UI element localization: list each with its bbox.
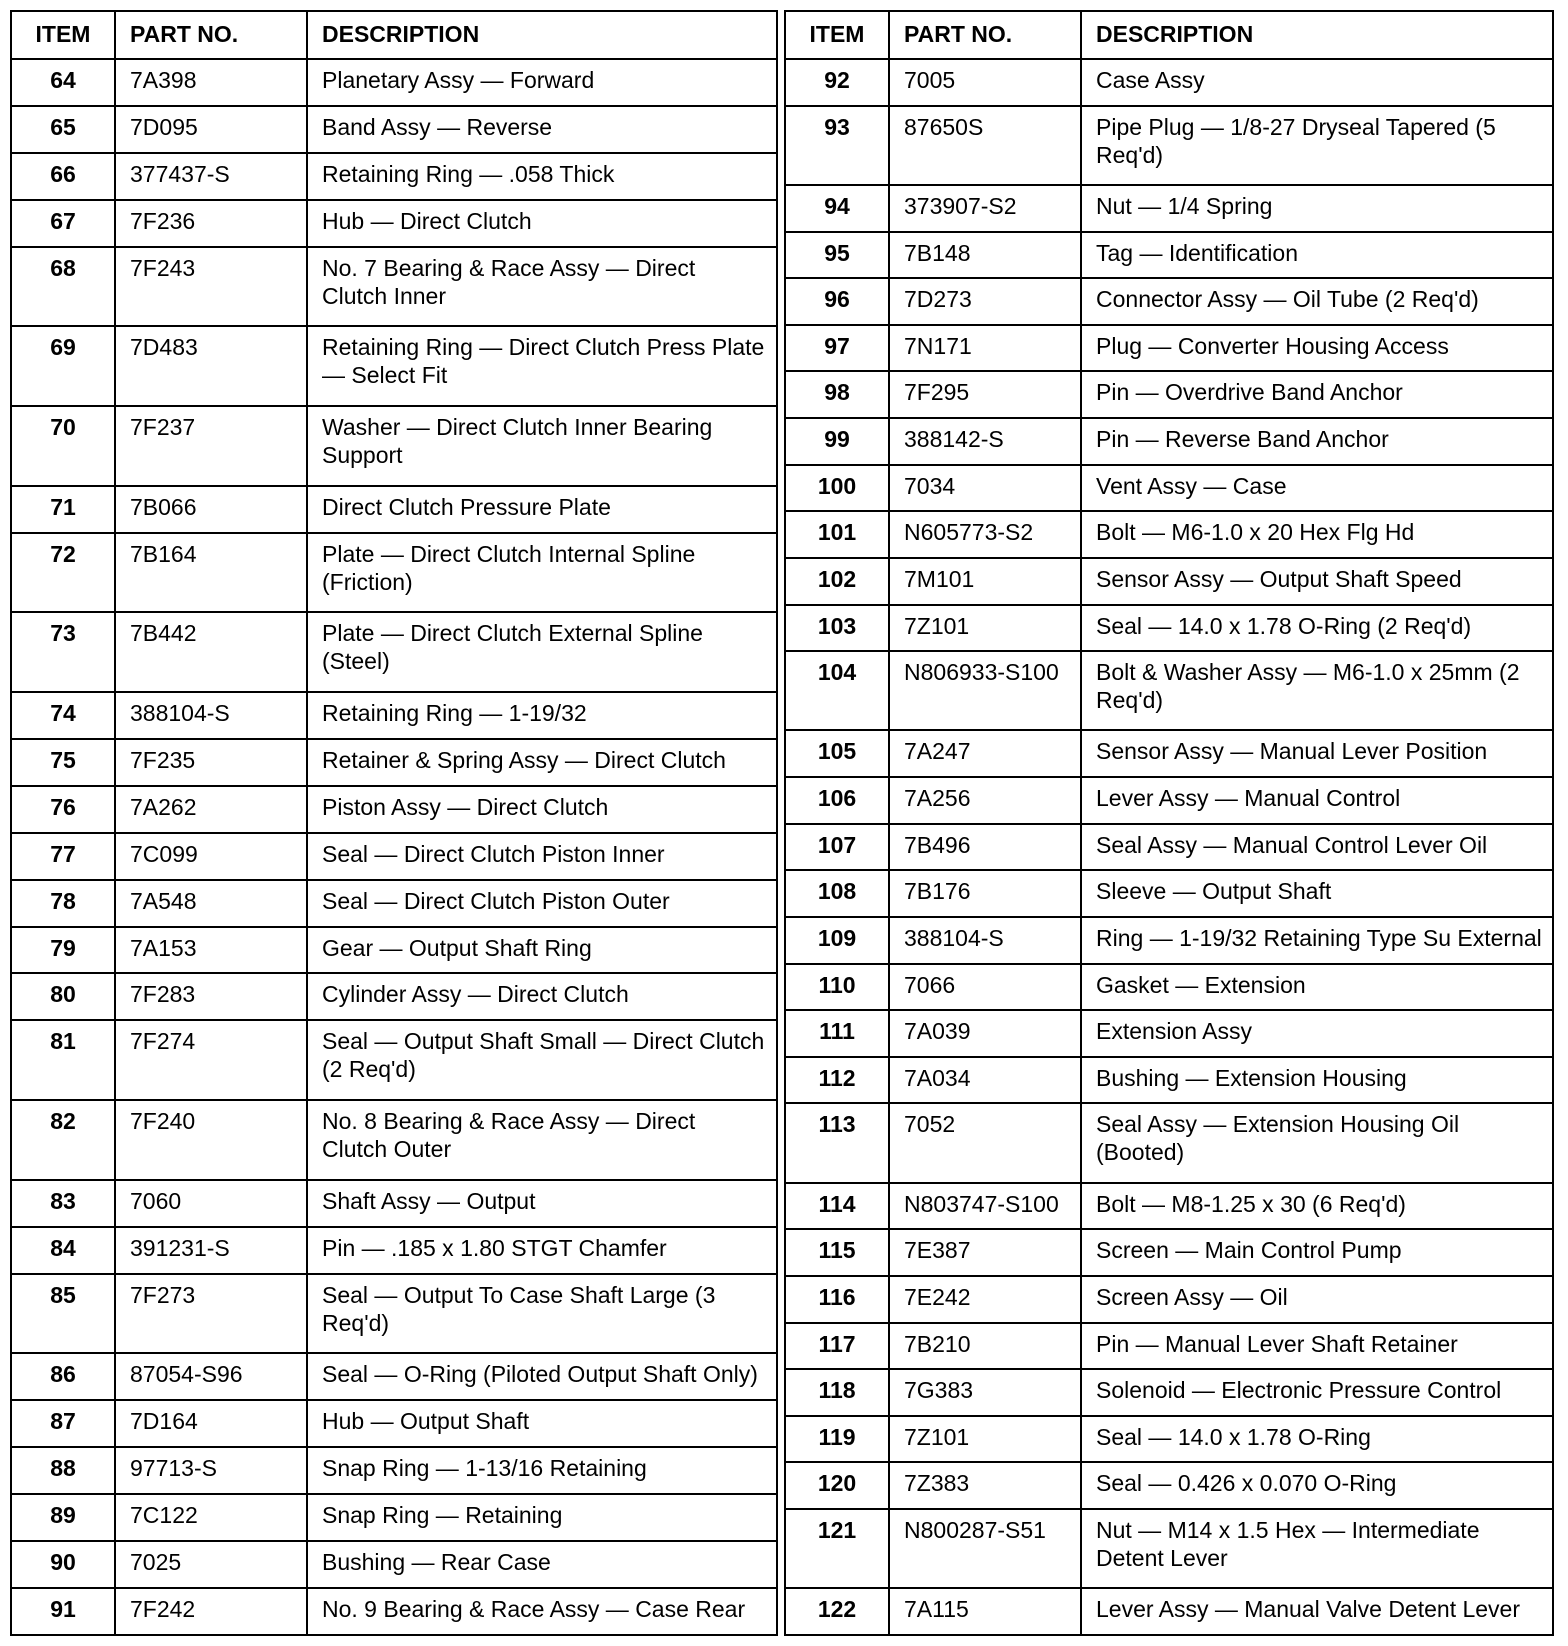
item-number: 100 (785, 465, 889, 512)
part-description: Hub — Direct Clutch (307, 200, 777, 247)
part-description: No. 9 Bearing & Race Assy — Case Rear (307, 1588, 777, 1635)
item-number: 112 (785, 1057, 889, 1104)
item-number: 116 (785, 1276, 889, 1323)
part-number: 7A039 (889, 1010, 1081, 1057)
part-description: Lever Assy — Manual Valve Detent Lever (1081, 1588, 1553, 1635)
part-number: 7005 (889, 59, 1081, 106)
table-row (785, 1276, 1553, 1323)
part-number: 7F273 (115, 1274, 307, 1354)
table-row (785, 605, 1553, 652)
part-description: Ring — 1-19/32 Retaining Type Su External (1081, 917, 1553, 964)
part-description: Solenoid — Electronic Pressure Control (1081, 1369, 1553, 1416)
table-row (785, 1369, 1553, 1416)
table-row (11, 1274, 777, 1354)
part-number: 7B442 (115, 612, 307, 692)
header-row (785, 11, 1553, 59)
part-description: Plug — Converter Housing Access (1081, 325, 1553, 372)
table-row (785, 278, 1553, 325)
part-number: N605773-S2 (889, 511, 1081, 558)
table-row (785, 325, 1553, 372)
table-row (785, 917, 1553, 964)
item-number: 91 (11, 1588, 115, 1635)
table-row (785, 465, 1553, 512)
part-number: 7A034 (889, 1057, 1081, 1104)
part-number: 7M101 (889, 558, 1081, 605)
item-number: 97 (785, 325, 889, 372)
item-number: 108 (785, 870, 889, 917)
table-row (785, 964, 1553, 1011)
table-row (11, 880, 777, 927)
part-number: 7B066 (115, 486, 307, 533)
part-number: 7F283 (115, 973, 307, 1020)
part-description: Extension Assy (1081, 1010, 1553, 1057)
part-description: Screen — Main Control Pump (1081, 1229, 1553, 1276)
description-header: DESCRIPTION (307, 11, 777, 59)
part-description: Lever Assy — Manual Control (1081, 777, 1553, 824)
item-number: 94 (785, 185, 889, 232)
table-row (11, 927, 777, 974)
part-description: Shaft Assy — Output (307, 1180, 777, 1227)
part-number: 7B210 (889, 1323, 1081, 1370)
part-description: Pin — Manual Lever Shaft Retainer (1081, 1323, 1553, 1370)
part-description: Seal — 14.0 x 1.78 O-Ring (1081, 1416, 1553, 1463)
table-row (785, 371, 1553, 418)
item-number: 80 (11, 973, 115, 1020)
item-number: 66 (11, 153, 115, 200)
part-number: 7F243 (115, 247, 307, 327)
item-number: 82 (11, 1100, 115, 1180)
part-number: 7A115 (889, 1588, 1081, 1635)
table-row (785, 1509, 1553, 1588)
part-description: Retainer & Spring Assy — Direct Clutch (307, 739, 777, 786)
table-row (11, 1494, 777, 1541)
table-row (785, 777, 1553, 824)
item-number: 77 (11, 833, 115, 880)
part-description: Band Assy — Reverse (307, 106, 777, 153)
table-row (785, 1416, 1553, 1463)
item-number: 68 (11, 247, 115, 327)
part-number: 87650S (889, 106, 1081, 185)
item-number: 117 (785, 1323, 889, 1370)
part-number: 7C099 (115, 833, 307, 880)
item-number: 95 (785, 232, 889, 279)
item-number: 101 (785, 511, 889, 558)
table-row (11, 1180, 777, 1227)
item-number: 115 (785, 1229, 889, 1276)
item-number: 92 (785, 59, 889, 106)
item-number: 64 (11, 59, 115, 106)
part-number: 7B164 (115, 533, 307, 613)
part-description: No. 7 Bearing & Race Assy — Direct Clutch Inner (307, 247, 777, 327)
part-number: N800287-S51 (889, 1509, 1081, 1588)
table-row (11, 1400, 777, 1447)
table-row (11, 247, 777, 327)
part-description: No. 8 Bearing & Race Assy — Direct Clutch Outer (307, 1100, 777, 1180)
part-description: Nut — M14 x 1.5 Hex — Intermediate Detent Lever (1081, 1509, 1553, 1588)
part-description: Seal — Output Shaft Small — Direct Clutch (2 Req'd) (307, 1020, 777, 1100)
part-description: Plate — Direct Clutch Internal Spline (Friction) (307, 533, 777, 613)
parts-tables (10, 10, 1558, 1636)
part-description: Bushing — Extension Housing (1081, 1057, 1553, 1104)
item-number: 71 (11, 486, 115, 533)
table-row (11, 1353, 777, 1400)
table-row (11, 786, 777, 833)
table-row (11, 533, 777, 613)
table-row (11, 106, 777, 153)
table-row (785, 106, 1553, 185)
item-number: 110 (785, 964, 889, 1011)
part-description: Seal — Direct Clutch Piston Inner (307, 833, 777, 880)
part-number: 7D483 (115, 326, 307, 406)
item-number: 107 (785, 824, 889, 871)
part-description: Washer — Direct Clutch Inner Bearing Support (307, 406, 777, 486)
table-row (785, 59, 1553, 106)
part-number: 388142-S (889, 418, 1081, 465)
item-number: 85 (11, 1274, 115, 1354)
item-number: 96 (785, 278, 889, 325)
part-number: 7C122 (115, 1494, 307, 1541)
parts-table-right (784, 10, 1554, 1636)
item-number: 104 (785, 651, 889, 730)
part-number: 7B176 (889, 870, 1081, 917)
table-row (11, 406, 777, 486)
item-number: 86 (11, 1353, 115, 1400)
table-row (11, 1588, 777, 1635)
part-number: 7B148 (889, 232, 1081, 279)
part-description: Pin — .185 x 1.80 STGT Chamfer (307, 1227, 777, 1274)
part-number: 7F274 (115, 1020, 307, 1100)
table-row (785, 418, 1553, 465)
part-number: 7E242 (889, 1276, 1081, 1323)
part-number: 7052 (889, 1103, 1081, 1182)
item-number: 78 (11, 880, 115, 927)
part-number: 7F237 (115, 406, 307, 486)
part-description: Planetary Assy — Forward (307, 59, 777, 106)
item-number: 79 (11, 927, 115, 974)
table-row (785, 1323, 1553, 1370)
part-number: 7D164 (115, 1400, 307, 1447)
table-row (785, 1183, 1553, 1230)
part-description: Tag — Identification (1081, 232, 1553, 279)
table-row (11, 739, 777, 786)
item-number: 83 (11, 1180, 115, 1227)
part-no-header: PART NO. (889, 11, 1081, 59)
part-description: Bolt — M6-1.0 x 20 Hex Flg Hd (1081, 511, 1553, 558)
part-description: Seal Assy — Manual Control Lever Oil (1081, 824, 1553, 871)
item-number: 67 (11, 200, 115, 247)
item-number: 114 (785, 1183, 889, 1230)
item-number: 109 (785, 917, 889, 964)
table-row (11, 692, 777, 739)
table-row (785, 730, 1553, 777)
table-row (11, 973, 777, 1020)
table-row (785, 185, 1553, 232)
table-row (785, 1057, 1553, 1104)
table-row (785, 1588, 1553, 1635)
table-row (785, 511, 1553, 558)
part-description: Seal — 14.0 x 1.78 O-Ring (2 Req'd) (1081, 605, 1553, 652)
part-number: 7F242 (115, 1588, 307, 1635)
table-row (785, 651, 1553, 730)
item-number: 122 (785, 1588, 889, 1635)
part-no-header: PART NO. (115, 11, 307, 59)
table-row (11, 153, 777, 200)
part-description: Bolt — M8-1.25 x 30 (6 Req'd) (1081, 1183, 1553, 1230)
part-description: Snap Ring — Retaining (307, 1494, 777, 1541)
part-number: 391231-S (115, 1227, 307, 1274)
part-description: Bushing — Rear Case (307, 1541, 777, 1588)
part-number: N806933-S100 (889, 651, 1081, 730)
item-number: 102 (785, 558, 889, 605)
table-row (785, 870, 1553, 917)
part-description: Seal — O-Ring (Piloted Output Shaft Only) (307, 1353, 777, 1400)
table-row (785, 558, 1553, 605)
part-number: 7A262 (115, 786, 307, 833)
table-row (11, 1541, 777, 1588)
table-row (11, 833, 777, 880)
part-number: N803747-S100 (889, 1183, 1081, 1230)
part-description: Snap Ring — 1-13/16 Retaining (307, 1447, 777, 1494)
item-number: 118 (785, 1369, 889, 1416)
part-number: 7F240 (115, 1100, 307, 1180)
part-number: 7N171 (889, 325, 1081, 372)
part-description: Pipe Plug — 1/8-27 Dryseal Tapered (5 Req'd) (1081, 106, 1553, 185)
part-number: 7Z101 (889, 605, 1081, 652)
part-number: 7F235 (115, 739, 307, 786)
part-number: 388104-S (115, 692, 307, 739)
part-number: 7F236 (115, 200, 307, 247)
part-description: Vent Assy — Case (1081, 465, 1553, 512)
item-number: 87 (11, 1400, 115, 1447)
part-number: 97713-S (115, 1447, 307, 1494)
table-row (11, 1100, 777, 1180)
part-number: 7Z101 (889, 1416, 1081, 1463)
item-number: 121 (785, 1509, 889, 1588)
item-number: 99 (785, 418, 889, 465)
part-number: 7A398 (115, 59, 307, 106)
item-number: 90 (11, 1541, 115, 1588)
part-description: Sleeve — Output Shaft (1081, 870, 1553, 917)
parts-table-left-body (11, 59, 777, 1635)
item-number: 111 (785, 1010, 889, 1057)
table-row (785, 1462, 1553, 1509)
table-row (11, 59, 777, 106)
table-row (785, 1229, 1553, 1276)
part-description: Pin — Overdrive Band Anchor (1081, 371, 1553, 418)
table-row (11, 612, 777, 692)
part-number: 7F295 (889, 371, 1081, 418)
part-number: 7025 (115, 1541, 307, 1588)
part-number: 7060 (115, 1180, 307, 1227)
part-description: Sensor Assy — Output Shaft Speed (1081, 558, 1553, 605)
part-description: Seal — Direct Clutch Piston Outer (307, 880, 777, 927)
part-description: Plate — Direct Clutch External Spline (Steel) (307, 612, 777, 692)
table-row (11, 1447, 777, 1494)
part-number: 7066 (889, 964, 1081, 1011)
table-row (11, 1020, 777, 1100)
part-number: 7E387 (889, 1229, 1081, 1276)
table-row (785, 1103, 1553, 1182)
part-description: Connector Assy — Oil Tube (2 Req'd) (1081, 278, 1553, 325)
item-number: 88 (11, 1447, 115, 1494)
part-number: 7G383 (889, 1369, 1081, 1416)
table-row (11, 326, 777, 406)
table-row (11, 486, 777, 533)
part-number: 7B496 (889, 824, 1081, 871)
part-description: Gear — Output Shaft Ring (307, 927, 777, 974)
part-description: Piston Assy — Direct Clutch (307, 786, 777, 833)
item-number: 81 (11, 1020, 115, 1100)
part-description: Seal — 0.426 x 0.070 O-Ring (1081, 1462, 1553, 1509)
item-header: ITEM (11, 11, 115, 59)
item-number: 105 (785, 730, 889, 777)
table-row (11, 200, 777, 247)
parts-table-left (10, 10, 778, 1636)
part-number: 87054-S96 (115, 1353, 307, 1400)
part-description: Nut — 1/4 Spring (1081, 185, 1553, 232)
part-description: Cylinder Assy — Direct Clutch (307, 973, 777, 1020)
part-description: Retaining Ring — .058 Thick (307, 153, 777, 200)
item-number: 98 (785, 371, 889, 418)
description-header: DESCRIPTION (1081, 11, 1553, 59)
item-number: 65 (11, 106, 115, 153)
part-number: 7034 (889, 465, 1081, 512)
item-number: 103 (785, 605, 889, 652)
part-description: Gasket — Extension (1081, 964, 1553, 1011)
part-description: Seal — Output To Case Shaft Large (3 Req'd) (307, 1274, 777, 1354)
part-description: Retaining Ring — 1-19/32 (307, 692, 777, 739)
table-row (785, 1010, 1553, 1057)
part-description: Sensor Assy — Manual Lever Position (1081, 730, 1553, 777)
item-number: 74 (11, 692, 115, 739)
part-number: 388104-S (889, 917, 1081, 964)
item-number: 106 (785, 777, 889, 824)
part-number: 7A256 (889, 777, 1081, 824)
item-number: 113 (785, 1103, 889, 1182)
part-description: Hub — Output Shaft (307, 1400, 777, 1447)
part-description: Pin — Reverse Band Anchor (1081, 418, 1553, 465)
table-row (11, 1227, 777, 1274)
part-description: Seal Assy — Extension Housing Oil (Booted) (1081, 1103, 1553, 1182)
table-row (785, 824, 1553, 871)
part-number: 7D273 (889, 278, 1081, 325)
part-description: Retaining Ring — Direct Clutch Press Plate — Select Fit (307, 326, 777, 406)
item-number: 70 (11, 406, 115, 486)
part-description: Direct Clutch Pressure Plate (307, 486, 777, 533)
part-number: 377437-S (115, 153, 307, 200)
parts-table-right-body (785, 59, 1553, 1635)
item-number: 89 (11, 1494, 115, 1541)
item-number: 75 (11, 739, 115, 786)
part-description: Screen Assy — Oil (1081, 1276, 1553, 1323)
table-row (785, 232, 1553, 279)
item-number: 72 (11, 533, 115, 613)
part-number: 7A153 (115, 927, 307, 974)
part-description: Bolt & Washer Assy — M6-1.0 x 25mm (2 Req'd) (1081, 651, 1553, 730)
item-number: 120 (785, 1462, 889, 1509)
item-number: 119 (785, 1416, 889, 1463)
item-number: 76 (11, 786, 115, 833)
part-number: 7D095 (115, 106, 307, 153)
item-header: ITEM (785, 11, 889, 59)
part-number: 7A247 (889, 730, 1081, 777)
item-number: 93 (785, 106, 889, 185)
part-number: 7Z383 (889, 1462, 1081, 1509)
part-number: 7A548 (115, 880, 307, 927)
part-number: 373907-S2 (889, 185, 1081, 232)
part-description: Case Assy (1081, 59, 1553, 106)
item-number: 84 (11, 1227, 115, 1274)
item-number: 73 (11, 612, 115, 692)
item-number: 69 (11, 326, 115, 406)
header-row (11, 11, 777, 59)
